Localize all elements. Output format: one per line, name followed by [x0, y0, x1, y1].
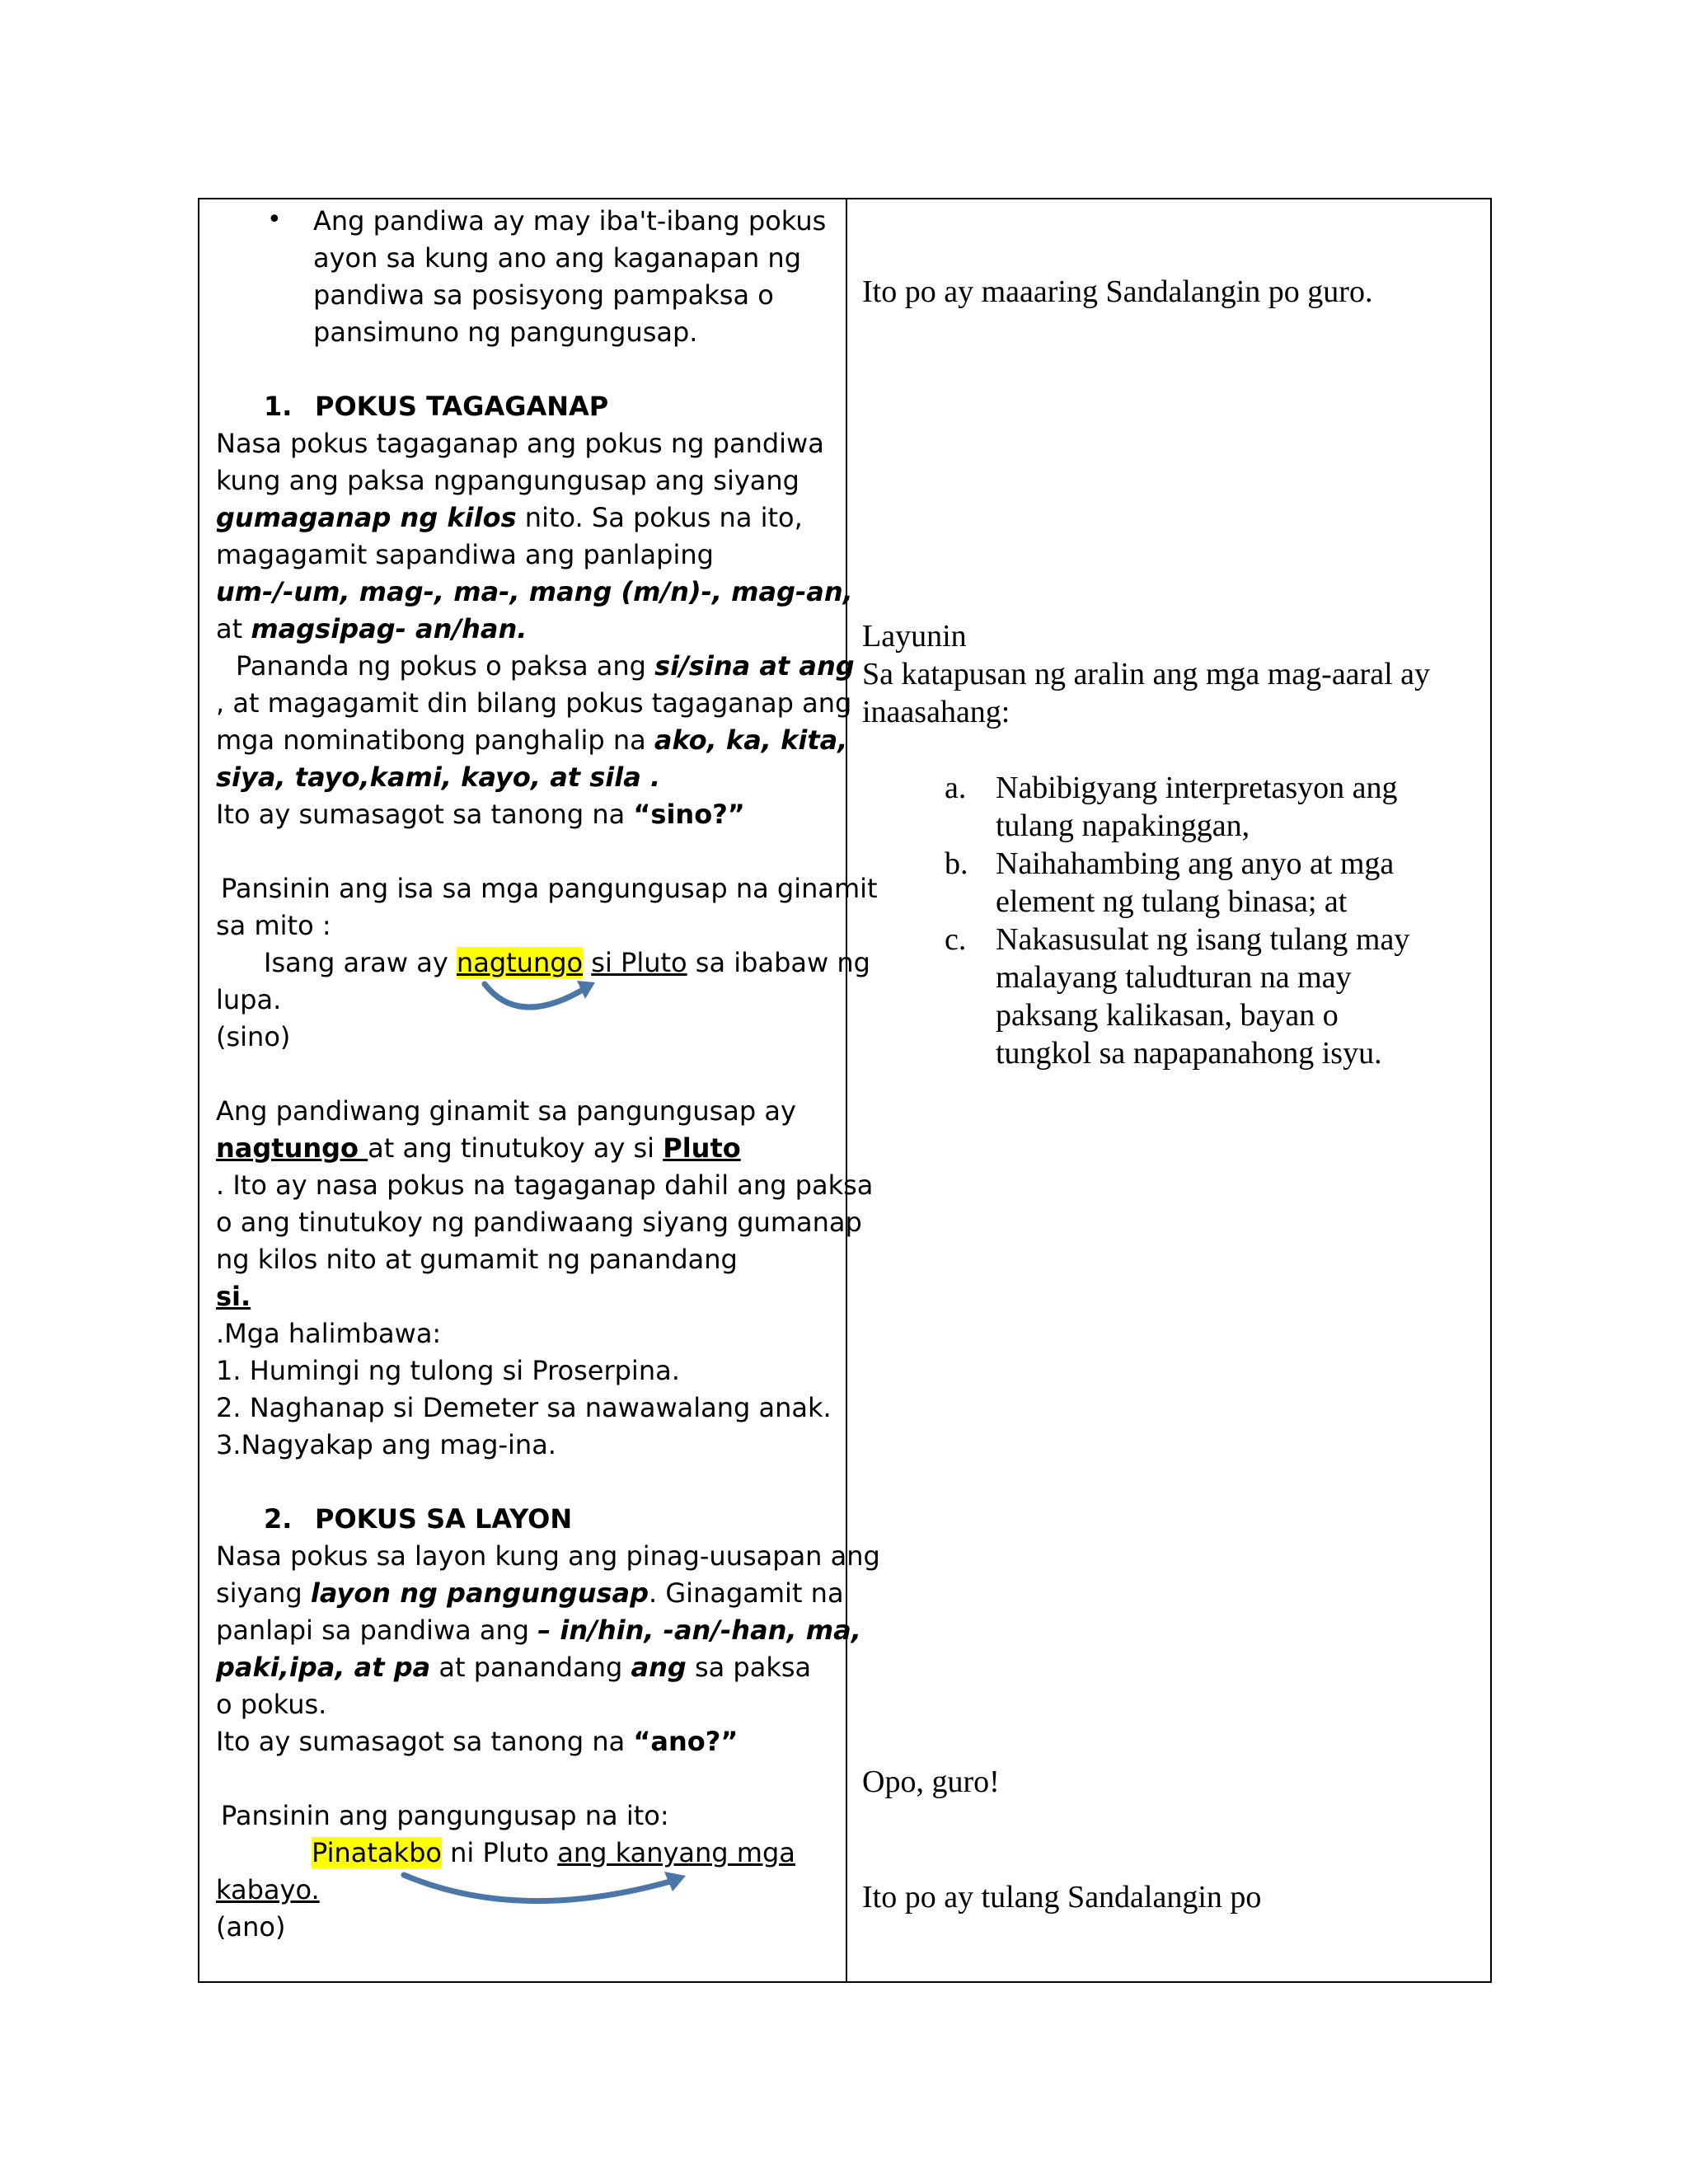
objective-item-c-cont: malayang taludturan na may: [996, 960, 1352, 995]
paragraph-line: siyang layon ng pangungusap. Ginagamit na: [216, 1577, 844, 1609]
objective-item-a: a. Nabibigyang interpretasyon ang: [945, 771, 1398, 805]
objective-item-c-cont: tungkol sa napapanahong isyu.: [996, 1036, 1382, 1071]
paragraph-line: gumaganap ng kilos nito. Sa pokus na ito,: [216, 502, 803, 533]
paragraph-line: o pokus.: [216, 1689, 327, 1720]
objective-item-a-cont: tulang napakinggan,: [996, 808, 1250, 843]
example-item: 3.Nagyakap ang mag-ina.: [216, 1429, 556, 1460]
paragraph-line: o ang tinutukoy ng pandiwaang siyang gumanap: [216, 1207, 862, 1238]
example-sentence-cont: lupa.: [216, 984, 282, 1015]
paragraph-line: Nasa pokus sa layon kung ang pinag-uusapan ang: [216, 1540, 880, 1572]
objective-item-b-cont: element ng tulang binasa; at: [996, 884, 1348, 919]
paragraph-line: Pansinin ang isa sa mga pangungusap na ginamit: [221, 873, 878, 904]
objective-item-c: c. Nakasusulat ng isang tulang may: [945, 922, 1410, 957]
student-response: Ito po ay tulang Sandalangin po: [862, 1880, 1262, 1915]
paragraph-line: at magsipag- an/han.: [216, 613, 528, 644]
example-question: (ano): [216, 1911, 286, 1943]
example-item: 1. Humingi ng tulong si Proserpina.: [216, 1355, 680, 1386]
paragraph-line: mga nominatibong panghalip na ako, ka, kita,: [216, 724, 848, 756]
examples-heading: .Mga halimbawa:: [216, 1318, 442, 1349]
objectives-intro: Sa katapusan ng aralin ang mga mag-aaral ay: [862, 657, 1430, 691]
student-response: Opo, guro!: [862, 1765, 1000, 1799]
paragraph-line: , at magagamit din bilang pokus tagaganap ang: [216, 687, 852, 719]
bullet-line: pansimuno ng pangungusap.: [313, 316, 698, 348]
example-sentence: Pinatakbo ni Pluto ang kanyang mga: [312, 1837, 795, 1868]
paragraph-line: Nasa pokus tagaganap ang pokus ng pandiwa: [216, 428, 824, 459]
student-response: Ito po ay maaaring Sandalangin po guro.: [862, 274, 1373, 309]
bullet-line: Ang pandiwa ay may iba't-ibang pokus: [313, 205, 827, 237]
example-sentence: Isang araw ay nagtungo si Pluto sa ibabaw ng: [264, 947, 870, 978]
curved-arrow-icon: [397, 1868, 694, 1924]
objective-item-b: b. Naihahambing ang anyo at mga: [945, 846, 1395, 881]
paragraph-line: Pananda ng pokus o paksa ang si/sina at ang: [236, 650, 855, 682]
example-item: 2. Naghanap si Demeter sa nawawalang anak.: [216, 1392, 832, 1423]
example-question: (sino): [216, 1021, 291, 1052]
pronoun-list: siya, tayo,kami, kayo, at sila .: [216, 762, 661, 793]
affix-list: um-/-um, mag-, ma-, mang (m/n)-, mag-an,: [216, 576, 853, 607]
objectives-heading: Layunin: [862, 619, 967, 654]
paragraph-line: paki,ipa, at pa at panandang ang sa paksa: [216, 1652, 812, 1683]
highlighted-verb: nagtungo: [456, 947, 584, 978]
paragraph-line: nagtungo at ang tinutukoy ay si Pluto: [216, 1132, 741, 1164]
objectives-intro: inaasahang:: [862, 695, 1010, 729]
curved-arrow-icon: [478, 977, 602, 1027]
paragraph-line: magagamit sapandiwa ang panlaping: [216, 539, 714, 570]
question-line: Ito ay sumasagot sa tanong na “ano?”: [216, 1726, 738, 1757]
example-sentence-cont: kabayo.: [216, 1874, 320, 1905]
paragraph-line: panlapi sa pandiwa ang – in/hin, -an/-han, ma,: [216, 1615, 861, 1646]
right-column: [847, 199, 1490, 1981]
paragraph-line: . Ito ay nasa pokus na tagaganap dahil ang paksa: [216, 1169, 874, 1201]
highlighted-verb: Pinatakbo: [312, 1837, 442, 1868]
marker-word: si.: [216, 1281, 251, 1312]
left-column: [199, 199, 880, 1981]
section-heading-layon: 2. POKUS SA LAYON: [264, 1503, 573, 1535]
question-line: Ito ay sumasagot sa tanong na “sino?”: [216, 799, 745, 830]
bullet-line: ayon sa kung ano ang kaganapan ng: [313, 242, 801, 274]
paragraph-line: Pansinin ang pangungusap na ito:: [221, 1800, 669, 1831]
bullet-marker: •: [267, 205, 282, 234]
paragraph-line: ng kilos nito at gumamit ng panandang: [216, 1244, 738, 1275]
objective-item-c-cont: paksang kalikasan, bayan o: [996, 998, 1339, 1033]
bullet-line: pandiwa sa posisyong pampaksa o: [313, 279, 774, 311]
section-heading-tagaganap: 1. POKUS TAGAGANAP: [264, 391, 609, 422]
paragraph-line: kung ang paksa ngpangungusap ang siyang: [216, 465, 799, 496]
paragraph-line: sa mito :: [216, 910, 331, 941]
lesson-table: [198, 198, 1492, 1983]
paragraph-line: Ang pandiwang ginamit sa pangungusap ay: [216, 1095, 796, 1127]
